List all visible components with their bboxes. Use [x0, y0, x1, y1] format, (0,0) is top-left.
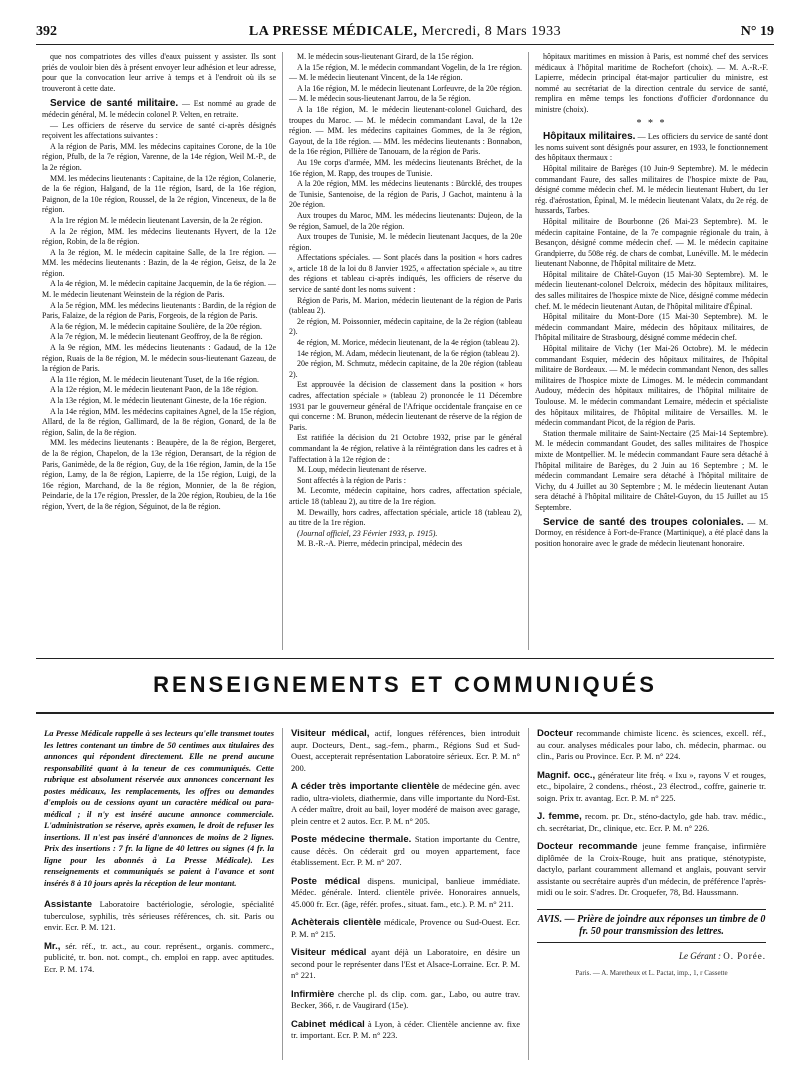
- ad-heading: A céder très importante clientèle: [291, 781, 440, 792]
- paragraph: A la 6e région, M. le médecin capitaine Soulière, de la 20e région.: [50, 321, 262, 331]
- journal-name: LA PRESSE MÉDICALE,: [248, 24, 418, 39]
- citation: (Journal officiel, 23 Février 1933, p. 1915).: [297, 528, 438, 538]
- paragraph: A la 15e région, M. le médecin commandant Vogelin, de la 1re région. — M. le médecin lieutenant Vincent, de la 14e région.: [289, 62, 522, 83]
- classified-column-2: [282, 728, 528, 1060]
- paragraph: M. B.-R.-A. Pierre, médecin principal, médecin des: [297, 539, 463, 549]
- section-separator: * * *: [636, 117, 667, 129]
- paragraph: A la 9e région, MM. les médecins lieutenants : Gadaud, de la 12e région, Ruais de la 8e région, M. le médecin sous-lieutenant Gazeau, de la région de Paris.: [42, 343, 276, 374]
- paragraph-text: — Les officiers du service de santé dont les noms suivent sont désignés pour assurer, en 1933, le fonctionnement des hôpitaux thermaux :: [535, 132, 768, 163]
- ad-text: recom. pr. Dr., sténo-dactylo, gde hab. trav. médic., ch. secrétariat, Dr., clinique, etc. Ecr. P. M. n° 226.: [537, 811, 767, 833]
- paragraph: MM. les médecins lieutenants : Beaupère, de la 8e région, Bergeret, de la 8e région, Chapelon, de la 13e région, Deransart, de la région de Paris, Ganimède, de la 8e région, Guy, de la 16e région, Jamin, de la 15e région, Lamy, de la 8e région, Lapierre, de la 15e région, Luigi, de la 16e région, Marchand, de la 8e région, Monnier, de la 8e région, Peindarie, de la 17e région, Pressler, de la 20e région, Roubieu, de la 16e région, Yvert, de la 8e région, Séguinot, de la 8e région.: [42, 438, 276, 511]
- section-banner: RENSEIGNEMENTS ET COMMUNIQUÉS: [153, 672, 657, 697]
- classified-ad: [291, 989, 520, 1012]
- paragraph: Hôpital militaire de Bourbonne (26 Mai-23 Septembre). M. le médecin capitaine Fontaine, de la 7e compagnie régionale du train, à Besançon, désigné comme médecin chef. — M. le médecin capitaine Grandpierre, du 508e rég. de chars de combat, Lunéville. M. le médecin lieutenant Nabonne, de l'hôpital militaire de Metz.: [535, 216, 768, 269]
- masthead-title: [36, 24, 774, 40]
- ad-text: dispens. municipal, banlieue immédiate. Médec. générale. Interd. clientèle privée. Honoraires annuels, 45.000 fr. Ecr. (âge, référ. profes., situat. fam., etc.). P. M. n° 211.: [291, 875, 520, 909]
- ad-heading: Docteur: [537, 728, 573, 739]
- notice-box: AVIS. — Prière de joindre aux réponses un timbre de 0 fr. 50 pour transmission des lettres.: [537, 909, 766, 943]
- ad-heading: Poste médical: [291, 875, 361, 887]
- paragraph: Aux troupes du Maroc, MM. les médecins lieutenants: Dujeon, de la 9e région, Samuel, de la 20e région.: [289, 210, 522, 231]
- paragraph: Affectations spéciales. — Sont placés dans la position « hors cadres », article 18 de la loi du 8 Janvier 1925, « affectation spéciale », au titre des régions et tableau ci-après indiqués, les officiers de réserve du service de santé dont les noms suivent :: [289, 253, 522, 295]
- ad-heading: Assistante: [44, 899, 93, 910]
- paragraph: Hôpital militaire de Châtel-Guyon (15 Mai-30 Septembre). M. le médecin lieutenant-colonel Delcroix, médecin des hôpitaux militaires, des salles militaires de l'hospice mixte de Nice, désigné comme médecin chef. M. le médecin lieutenant Autan, de l'hôpital militaire d'Épinal.: [535, 269, 768, 311]
- paragraph: 4e région, M. Morice, médecin lieutenant, de la 4e région (tableau 2).: [297, 338, 520, 348]
- ad-heading: Poste médecine thermale.: [291, 834, 412, 845]
- ad-heading: Mr.,: [44, 940, 61, 952]
- classified-column-1: [36, 728, 282, 1060]
- paragraph: A la région de Paris, MM. les médecins capitaines Corone, de la 10e région, Pfulb, de la 7e région, Varenne, de la 14e région, Weil M.-P., de la 2e région.: [42, 141, 276, 172]
- classified-ad: [291, 876, 520, 911]
- section-lead: [535, 132, 768, 164]
- paragraph: A la 1re région M. le médecin lieutenant Laversin, de la 2e région.: [50, 215, 263, 225]
- paragraph: M. Dewailly, hors cadres, affectation spéciale, article 18 (tableau 2), au titre de la 1re région.: [289, 507, 522, 528]
- paragraph: Aux troupes de Tunisie, M. le médecin lieutenant Jacques, de la 20e région.: [289, 232, 522, 252]
- paragraph: A la 12e région, M. le médecin lieutenant Paon, de la 18e région.: [50, 385, 258, 395]
- ad-heading: Magnif. occ.,: [537, 769, 596, 781]
- banner-rule: [36, 712, 774, 714]
- paragraph: A la 16e région, M. le médecin lieutenant Lorfeuvre, de la 20e région. — M. le médecin sous-lieutenant Jarrou, de la 5e région.: [289, 83, 522, 104]
- issue-date: Mercredi, 8 Mars 1933: [421, 24, 562, 39]
- ad-text: de médecine gén. avec radio, ultra-violets, diathermie, dans ville importante du Nord-Est. A céder maître, droit au bail, loyer modéré de maison avec garage, plein centre et 2 autos. Ecr. P. M. n° 205.: [291, 781, 520, 826]
- paragraph: hôpitaux maritimes en mission à Paris, est nommé chef des services médicaux à l'hôpital maritime de Rochefort (choix). — M. A.-R.-F. Lapierre, médecin principal état-major particulier du ministre, est nommé au secrétariat de la direction centrale du service de santé, remplira en même temps les fonctions d'officier d'ordonnance du ministre (choix).: [535, 52, 768, 114]
- section-heading: Service de santé militaire.: [50, 98, 179, 110]
- paragraph: Station thermale militaire de Saint-Nectaire (25 Mai-14 Septembre). M. le médecin commandant Goudet, des salles militaires de l'hospice mixte de Montpellier. M. le médecin commandant Faure sera détaché à l'hôpital militaire de Barèges, du 2 Juin au 16 Septembre ; M. le médecin commandant Lemaire sera détaché à l'hôpital militaire de Vichy, du 4 Juillet au 30 Septembre ; M. le médecin lieutenant Autan sera détaché à l'hôpital militaire de Châtel-Guyon, du 15 Juillet au 15 Septembre.: [535, 428, 768, 512]
- paragraph: Au 19e corps d'armée, MM. les médecins lieutenants Bréchet, de la 16e région, M. Rapp, des troupes de Tunisie.: [289, 157, 522, 178]
- paragraph: MM. les médecins lieutenants : Capitaine, de la 12e région, Colanerie, de la 6e région, Halgand, de la 11e région, Isard, de la 16e région, Paignon, de la 10e région, Roussel, de la 2e région, Vinceneux, de la 8e région.: [42, 173, 276, 215]
- manager-label: Le Gérant :: [679, 950, 721, 961]
- classified-notice: La Presse Médicale rappelle à ses lecteurs qu'elle transmet toutes les lettres contenant un timbre de 50 centimes aux titulaires des annonces qui répondent directement. Elle ne prend aucune responsabilité quant à la teneur de ces communiqués. Cette rubrique est absolument réservée aux annonces concernant les postes médicaux, les remplacements, les offres ou demandes d'emplois ou de cessions ayant un caractère médical ou para-médical ; il n'y est inséré aucune annonce commerciale. L'administration se réserve, après examen, le droit de refuser les insertions. Il n'est pas inséré d'annonces de moins de 2 lignes. Prix des insertions : 7 fr. la ligne de 40 lettres ou signes (4 fr. la ligne pour les abonnés à La Presse Médicale). Les renseignements et communiqués se paient à l'avance et sont insérés 8 à 10 jours après la réception de leur montant.: [44, 728, 274, 888]
- classified-ad: [537, 811, 766, 834]
- classified-ad: [537, 728, 766, 763]
- ad-text: sér. réf., tr. act., au cour. représent., organis. commerc., publicité, tr. bon. not. compt., ch. emploi en rapp. avec aptitudes. Ecr. P. M. 174.: [44, 940, 275, 974]
- classified-ad: [291, 947, 520, 982]
- ad-heading: Visiteur médical: [291, 947, 367, 958]
- ad-text: générateur lite fréq. « Ixu », rayons V et rouges, etc., bipolaire, 2 condens., rhéost., 23 électrod., coffre, gainerie tr. soign. Prix tr. avantag. Ecr. P. M. n° 225.: [537, 769, 766, 803]
- paragraph: 14e région, M. Adam, médecin lieutenant, de la 6e région (tableau 2).: [297, 348, 520, 358]
- ad-heading: Infirmière: [291, 988, 335, 1000]
- paragraph: Sont affectés à la région de Paris :: [297, 475, 406, 485]
- classified-columns: [36, 728, 774, 1060]
- page-header: [36, 24, 774, 44]
- ad-text: médicale, Provence ou Sud-Ouest. Ecr. P. M. n° 215.: [291, 917, 520, 939]
- section-lead: [535, 518, 768, 550]
- manager-name: O. Porée.: [723, 950, 766, 961]
- classified-ad: [44, 941, 274, 976]
- ad-heading: Visiteur médical,: [291, 728, 370, 739]
- paragraph: A la 14e région, MM. les médecins capitaines Agnel, de la 15e région, Allard, de la 8e région, Gallimard, de la 8e région, Gonard, de la 8e région, Salin, de la 8e région.: [42, 406, 276, 437]
- manager-signature: [537, 951, 766, 963]
- paragraph: A la 3e région, M. le médecin capitaine Salle, de la 1re région. — MM. les médecins lieutenants : Bazin, de la 4e région, Geisz, de la 2e région.: [42, 247, 276, 278]
- classified-ad: [291, 781, 520, 827]
- classified-ad: [44, 899, 274, 934]
- ad-text: à Lyon, à céder. Clientèle ancienne av. fixe tr. important. Ecr. P. M. n° 223.: [291, 1018, 521, 1040]
- section-heading: Service de santé des troupes coloniales.: [543, 516, 744, 528]
- news-column-3: [528, 52, 774, 650]
- ad-text: Station importante du Centre, cause décès. On céderait grd ou moyen appartement, face établissement. Ecr. P. M. n° 207.: [291, 834, 520, 867]
- section-lead: [42, 99, 276, 120]
- paragraph: M. Loup, médecin lieutenant de réserve.: [297, 465, 427, 475]
- printer-imprint: Paris. — A. Maretheux et L. Pactat, imp., 1, r Cassette: [575, 969, 728, 977]
- paragraph: 20e région, M. Schmutz, médecin capitaine, de la 20e région (tableau 2).: [289, 359, 522, 379]
- paragraph: A la 13e région, M. le médecin lieutenant Gineste, de la 16e région.: [50, 396, 267, 405]
- ad-heading: Docteur recommande: [537, 841, 638, 852]
- paragraph: A la 18e région, M. le médecin lieutenant-colonel Guichard, des troupes du Maroc. — M. le médecin commandant Laval, de la 12e région. — MM. les médecins capitaines Gommes, de la 3e région, Gayout, de la 18e région. — MM. les médecins lieutenants : Bonnabon, de la 16e région, Pillière de Tanouarn, de la région de Paris.: [289, 104, 522, 157]
- classified-ad: [537, 841, 766, 899]
- paragraph: Hôpital militaire du Mont-Dore (15 Mai-30 Septembre). M. le médecin commandant Maire, médecin des hôpitaux militaires, de l'hôpital militaire de Strasbourg, désigné comme médecin chef.: [535, 312, 768, 343]
- issue-number: N° 19: [740, 24, 774, 39]
- news-columns: [36, 52, 774, 650]
- classified-ad: [291, 917, 520, 940]
- paragraph-text: — Est nommé au grade de médecin général, M. le médecin colonel P. Velten, en retraite.: [42, 99, 277, 119]
- classified-ad: [537, 770, 766, 805]
- ad-text: cherche pl. ds clip. com. gar., Labo, ou autre trav. Becker, 366, r. de Vaugirard (15e).: [291, 988, 520, 1010]
- section-rule: [36, 658, 774, 659]
- paragraph: M. le médecin sous-lieutenant Girard, de la 15e région.: [297, 52, 474, 61]
- ad-heading: Achèterais clientèle: [291, 917, 382, 928]
- ad-text: ayant déjà un Laboratoire, en désire un second pour le représenter dans l'Est et Alsace-Lorraine. Ecr. P. M. n° 221.: [291, 947, 521, 980]
- ad-text: Laboratoire bactériologie, sérologie, spécialité tuberculose, syphilis, très sérieuses références, ch. sit. Paris ou envir. Ecr. P. M. 121.: [44, 899, 275, 932]
- paragraph: — Les officiers de réserve du service de santé ci-après désignés reçoivent les affectations suivantes :: [42, 120, 276, 141]
- news-column-1: [36, 52, 282, 650]
- classified-ad: [291, 834, 520, 869]
- ad-text: recommande chimiste licenc. ès sciences, excell. réf., au cour. analyses médicales pour labo, ch. médecin, pharmac. ou clin., Paris ou Province. Ecr. P. M. n° 224.: [537, 728, 767, 761]
- paragraph: A la 5e région, MM. les médecins lieutenants : Bardin, de la région de Paris, Falaize, de la région de Paris, Forgeois, de la région de Paris.: [42, 300, 276, 321]
- paragraph: Hôpital militaire de Vichy (1er Mai-26 Octobre). M. le médecin commandant Esquier, médecin des hôpitaux militaires, de l'hôpital militaire de Bordeaux. — M. le médecin commandant Nenon, des salles militaires de l'hospice mixte de Limoges. M. le médecin commandant Audouy, médecin des hôpitaux militaires, de l'hôpital militaire de Toulouse. M. le médecin commandant Lemaire, médecin et spécialiste des hôpitaux militaires, de l'hôpital militaire de Versailles. M. le médecin commandant Picot, de la région de Paris.: [535, 344, 768, 428]
- paragraph: A la 11e région, M. le médecin lieutenant Tuset, de la 16e région.: [50, 374, 259, 384]
- paragraph: Est approuvée la décision de classement dans la position « hors cadres, affectation spéciale » (tableau 2) prononcée le 11 Décembre 1931 par le gouverneur général de l'Afrique occidentale française en ce qui concerne : M. Brunon, médecin lieutenant de réserve de la région de Paris.: [289, 380, 522, 432]
- paragraph-text: — M. Dormoy, en résidence à Fort-de-France (Martinique), a été placé dans la position honoraire avec le grade de médecin lieutenant honoraire.: [535, 517, 768, 548]
- paragraph: Est ratifiée la décision du 21 Octobre 1932, prise par le général commandant la 4e région, relative à la réintégration dans les cadres et à l'affectation à la 12e région de :: [289, 433, 522, 464]
- paragraph: A la 7e région, M. le médecin lieutenant Geoffroy, de la 8e région.: [50, 332, 263, 342]
- paragraph: Hôpital militaire de Barèges (10 Juin-9 Septembre). M. le médecin commandant Faure, des salles militaires de l'hospice mixte de Pau, désigné comme médecin chef. M. le médecin lieutenant Hubert, du 1er rég. d'aérostation, Épinal, M. le médecin lieutenant Valatx, du 2e rég. de hussards, Tarbes.: [535, 163, 768, 216]
- section-heading: Hôpitaux militaires.: [543, 131, 636, 143]
- ad-heading: J. femme,: [537, 811, 582, 822]
- ad-text: actif, longues références, bien introduit aupr. Docteurs, Dent., sag.-fem., pharm., Régions Sud et Sud-Ouest, accepterait représentation Laboratoire sérieux. Ecr. P. M. n° 200.: [291, 728, 520, 773]
- paragraph: A la 20e région, MM. les médecins lieutenants : Bürcklé, des troupes de Tunisie, Santenoise, de la région de Paris, J Gachot, maintenu à la 20e région.: [289, 179, 522, 210]
- paragraph: Région de Paris, M. Marion, médecin lieutenant de la région de Paris (tableau 2).: [289, 295, 522, 316]
- paragraph: que nos compatriotes des villes d'eaux puissent y assister. Ils sont priés de vouloir bien dès à présent envoyer leur adhésion et leur adresse, pour que la convocation leur arrive à temps et à l'endroit où ils se trouveront à cette date.: [42, 52, 276, 93]
- page-number: 392: [36, 24, 57, 39]
- paragraph: A la 4e région, M. le médecin capitaine Jacquemin, de la 6e région. — M. le médecin lieutenant Weinstein de la région de Paris.: [42, 279, 276, 300]
- ad-heading: Cabinet médical: [291, 1018, 365, 1030]
- news-column-2: [282, 52, 528, 650]
- paragraph: M. Lecomte, médecin capitaine, hors cadres, affectation spéciale, article 18 (tableau 2), au titre de la 1re région.: [289, 486, 522, 506]
- classified-ad: [291, 728, 520, 774]
- ad-text: jeune femme française, infirmière diplômée de la Croix-Rouge, huit ans pratique, sténotypiste, dactylo, parlant couramment allemand et anglais, pouvant servir assistante ou secrétaire auprès d'un médecin, de préférence l'après-midi ou le soir. S'adres. Dr. Croquefer, 78, Bd. Haussmann.: [537, 841, 767, 897]
- header-rule: [36, 44, 774, 45]
- paragraph: A la 2e région, MM. les médecins lieutenants Hyvert, de la 12e région, Robin, de la 8e région.: [42, 226, 276, 247]
- classified-ad: [291, 1019, 520, 1042]
- paragraph: 2e région, M. Poissonnier, médecin capitaine, de la 2e région (tableau 2).: [289, 316, 522, 337]
- classified-column-3: [528, 728, 774, 1060]
